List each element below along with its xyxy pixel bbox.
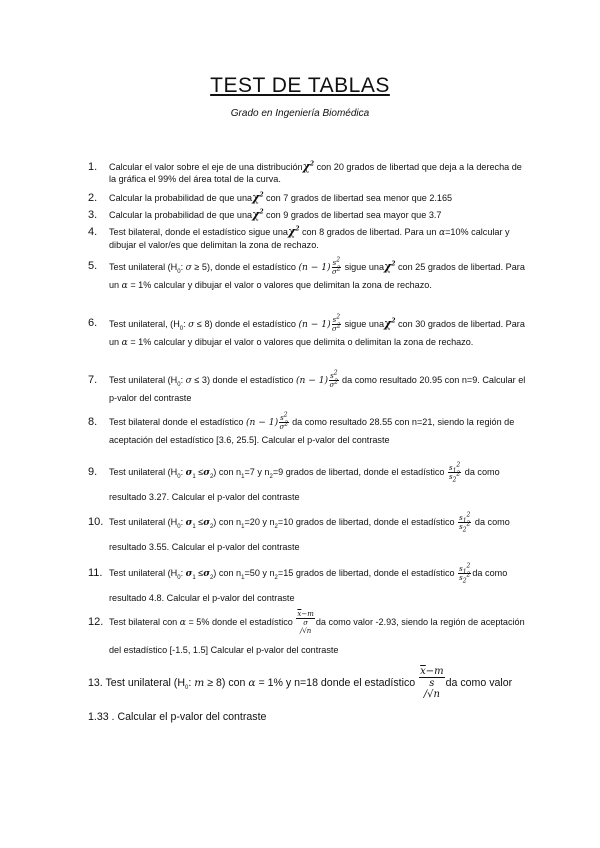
question-6: 6. Test unilateral, ($H_0$: σ ≤ 8) donde el estadístico (n − 1) $\frac{s^2}{\sigma^2}$ sigue unaχ$^2$ con 30 grados de libertad. Para un α = 1% calcular y dibujar el valor o valores que delimita o delimitan la zona de rechazo. — [88, 313, 525, 348]
question-3: 3. Calcular la probabilidad de que unaχ$^2$ con 9 grados de libertad sea mayor que 3.7 — [88, 208, 442, 221]
question-number: 1. — [88, 161, 98, 173]
question-number: 12. — [88, 616, 104, 628]
question-number: 9. — [88, 466, 98, 478]
question-7: 7. Test unilateral ($H_0$: σ ≤ 3) donde el estadístico (n − 1) $\frac{s^2}{\sigma^2}$ da como resultado 20.95 con n=9. Calcular el p-valor del contraste — [88, 369, 526, 403]
question-12: 12. Test bilateral con α = 5% donde el estadístico $\overline{x}-m$ σ /√n da como valor -2.93, siendo la región de aceptación del estadístico [-1.5, 1.5] Calcular el p-valor del contraste — [88, 610, 525, 655]
question-4: 4. Test bilateral, donde el estadístico sigue unaχ$^2$ con 8 grados de libertad. Para un α=10% calcular y dibujar el valor/es que delimitan la zona de rechazo. — [88, 225, 510, 250]
question-11: 11. Test unilateral ($H_0$: $\sigma_1 \le\sigma_2$) con $n_1=50$ y $n_2=15$ grados de libertad, donde el estadístico $\frac{s_1^2}{s_2^2}$ da como resultado 4.8. Calcular el p-valor del contraste — [88, 562, 508, 603]
question-number: 5. — [88, 260, 98, 272]
question-8: 8. Test bilateral donde el estadístico (n − 1) $\frac{s^2}{\sigma^2}$ da como resultado 28.55 con n=21, siendo la región de aceptación del estadístico [3.6, 25.5]. Calcular el p-valor del contraste — [88, 411, 515, 445]
question-number: 3. — [88, 209, 98, 221]
question-number: 2. — [88, 192, 98, 204]
question-2: 2. Calcular la probabilidad de que unaχ$^2$ con 7 grados de libertad sea menor que 2.165 — [88, 191, 453, 204]
question-9: 9. Test unilateral ($H_0$: $\sigma_1 \le\sigma_2$) con $n_1=7$ y $n_2=9$ grados de libertad, donde el estadístico $\frac{s_1^2}{s_2^2}$ da como resultado 3.27. Calcular el p-valor del contraste — [88, 461, 500, 502]
page-subtitle: Grado en Ingeniería Biomédica — [230, 108, 370, 119]
question-13: 13. Test unilateral ($H_0$: m ≥ 8) con α = 1% y n=18 donde el estadístico $\overline{x}-m$ s /√n da como valor 1.33 . Calcular el p-valor del contraste — [88, 666, 513, 724]
question-number: 6. — [88, 317, 98, 329]
question-number: 7. — [88, 374, 98, 386]
question-10: 10. Test unilateral ($H_0$: $\sigma_1 \le\sigma_2$) con $n_1=20$ y $n_2=10$ grados de libertad, donde el estadístico $\frac{s_1^2}{s_2^2}$ da como resultado 3.55. Calcular el p-valor del contraste — [88, 511, 510, 552]
question-number: 11. — [88, 567, 103, 579]
question-number: 8. — [88, 416, 98, 428]
page-title: TEST DE TABLAS — [210, 74, 390, 97]
question-5: 5. Test unilateral ($H_0$: σ ≥ 5), donde el estadístico (n − 1) $\frac{s^2}{\sigma^2}$ sigue unaχ$^2$ con 25 grados de libertad. Para un α = 1% calcular y dibujar el valor o valores que delimitan la zona de rechazo. — [88, 256, 525, 291]
question-1: 1. Calcular el valor sobre el eje de una distribuciónχ$^2$ con 20 grados de libertad que deja a la derecha de la gráfica el 99% del área total de la curva. — [88, 160, 522, 184]
question-number: 13. — [88, 677, 103, 689]
question-number: 4. — [88, 226, 98, 238]
question-number: 10. — [88, 516, 104, 528]
